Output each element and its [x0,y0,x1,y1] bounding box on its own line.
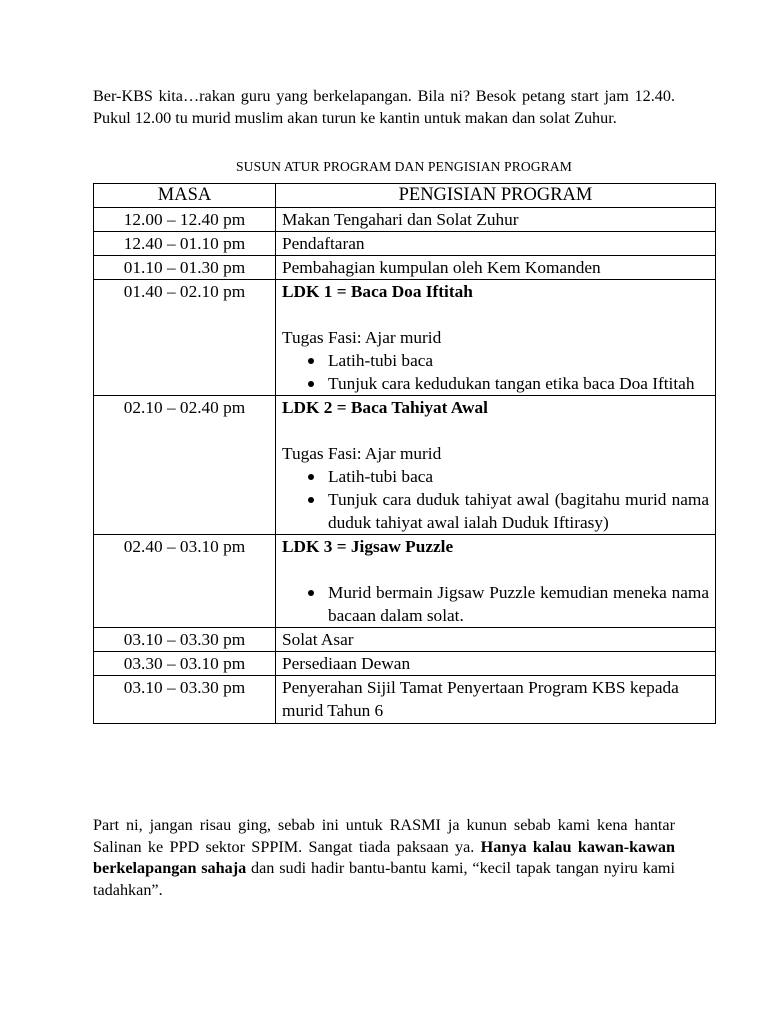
row-program: Pembahagian kumpulan oleh Kem Komanden [276,256,716,280]
bullet-list [282,349,709,395]
header-masa: MASA [94,184,276,208]
table-header-row [94,184,716,208]
table-row [94,280,716,396]
row-time: 12.00 – 12.40 pm [94,208,276,232]
table-row [94,208,716,232]
outro-bold-text: Hanya kalau kawan-kawan berkelapangan sahaja [93,837,675,877]
table-row [94,396,716,535]
ldk-title: LDK 3 = Jigsaw Puzzle [282,537,454,556]
bullet-icon [308,358,314,364]
table-row [94,652,716,676]
row-program: Solat Asar [276,628,716,652]
row-program [276,535,716,628]
outro-text-1: Part ni, jangan risau ging, sebab ini untuk RASMI ja kunun sebab kami kena hantar Salinan ke PPD sektor SPPIM. Sangat tiada paksaan ya. [93,816,675,856]
table-row [94,232,716,256]
table-row [94,628,716,652]
row-program: Penyerahan Sijil Tamat Penyertaan Program KBS kepada murid Tahun 6 [276,676,716,724]
outro-paragraph [93,815,675,901]
outro-text-2: dan sudi hadir bantu-bantu kami, “kecil tapak tangan nyiru kami tadahkan”. [93,859,675,899]
row-program: Makan Tengahari dan Solat Zuhur [276,208,716,232]
list-item: Murid bermain Jigsaw Puzzle kemudian meneka nama bacaan dalam solat. [282,581,709,627]
ldk-title: LDK 1 = Baca Doa Iftitah [282,282,473,301]
intro-paragraph: Ber-KBS kita…rakan guru yang berkelapangan. Bila ni? Besok petang start jam 12.40. Pukul 12.00 tu murid muslim akan turun ke kantin untuk makan dan solat Zuhur. [93,87,675,127]
table-row [94,256,716,280]
bullet-icon [308,381,314,387]
bullet-icon [308,474,314,480]
row-program [276,280,716,396]
bullet-list [282,581,709,627]
table-row [94,535,716,628]
row-program: Pendaftaran [276,232,716,256]
list-item: Tunjuk cara duduk tahiyat awal (bagitahu murid nama duduk tahiyat awal ialah Duduk Iftirasy) [282,488,709,534]
list-item: Latih-tubi baca [282,465,709,488]
task-text: Tugas Fasi: Ajar murid [282,444,442,463]
row-time: 03.30 – 03.10 pm [94,652,276,676]
row-time: 01.40 – 02.10 pm [94,280,276,396]
task-text: Tugas Fasi: Ajar murid [282,328,442,347]
schedule-table [93,183,716,724]
bullet-icon [308,497,314,503]
row-time: 12.40 – 01.10 pm [94,232,276,256]
row-time: 03.10 – 03.30 pm [94,628,276,652]
row-time: 03.10 – 03.30 pm [94,676,276,724]
ldk-title: LDK 2 = Baca Tahiyat Awal [282,398,488,417]
bullet-list [282,465,709,534]
row-time: 01.10 – 01.30 pm [94,256,276,280]
list-item: Tunjuk cara kedudukan tangan etika baca Doa Iftitah [282,372,709,395]
row-time: 02.40 – 03.10 pm [94,535,276,628]
row-program [276,396,716,535]
row-program: Persediaan Dewan [276,652,716,676]
table-title: SUSUN ATUR PROGRAM DAN PENGISIAN PROGRAM [236,159,572,174]
table-row [94,676,716,724]
row-time: 02.10 – 02.40 pm [94,396,276,535]
header-pengisian: PENGISIAN PROGRAM [276,184,716,208]
list-item: Latih-tubi baca [282,349,709,372]
bullet-icon [308,590,314,596]
